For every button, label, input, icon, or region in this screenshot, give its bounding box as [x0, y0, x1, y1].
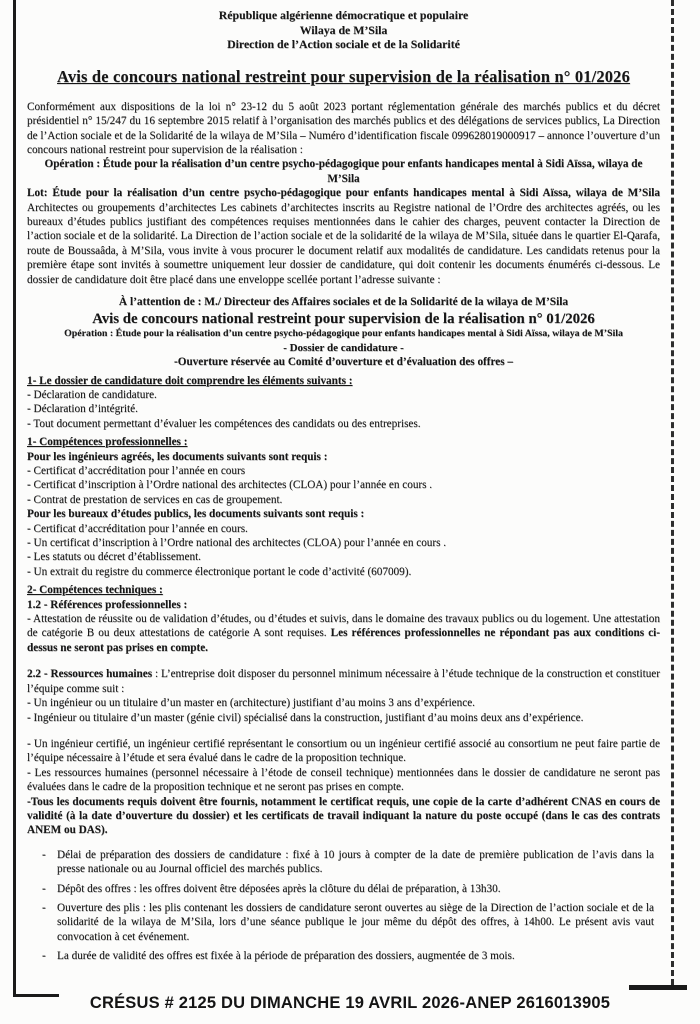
references-pro-subheading: 1.2 - Références professionnelles :: [27, 598, 188, 611]
rh-item: - Ingénieur ou titulaire d’un master (génie civil) spécialisé dans la construction, justifiant d’au moins deux ans d’expérience.: [27, 711, 584, 724]
deadline-item: - Délai de préparation des dossiers de candidature : fixé à 10 jours à compter de la date de première publication de l’avis dans la presse nationale ou au Journal officiel des marchés publics.: [42, 848, 654, 876]
bureaus-item: - Un extrait du registre du commerce électronique portant le code d’activité (607009).: [27, 565, 412, 578]
bureaus-subheading: Pour les bureaux d’études publics, les documents suivants sont requis :: [27, 508, 365, 521]
lot-body: Architectes ou groupements d’architectes Les cabinets d’architectes inscrits au Registre national de l’Ordre des architectes agréés, ou les bureaux d’études publics justifiant des compétences requises mentionnées dans le cahier des charges, peuvent contacter la Direction de l’action sociale et de la solidarité. La Direction de l’action sociale et de la solidarité de la wilaya de M’Sila, située dans le quartier El-Qarafa, route de Boussaâda, à M’Sila, vous invite à vous procurer le document relatif aux modalités de candidature. Les candidats retenus pour la première étape sont invités à soumettre uniquement leur dossier de candidature, qui doit contenir les documents énumérés ci-dessous. Le dossier de candidature doit être placé dans une enveloppe scellée portant l’adresse suivante :: [27, 201, 660, 286]
dash-bullet-marker: -: [42, 848, 46, 861]
dash-bullet-marker: -: [42, 882, 46, 895]
envelope-address-block: [27, 295, 660, 370]
ouverture-reservee-line: -Ouverture réservée au Comité d’ouverture et d’évaluation des offres –: [174, 355, 513, 368]
dossier-candidature-line: - Dossier de candidature -: [283, 341, 404, 354]
dash-bullet-marker: -: [42, 901, 46, 914]
scan-border-right-corner: [629, 985, 687, 990]
bureaus-item: - Un certificat d’inscription à l’Ordre national des architectes (CLOA) pour l’année en cours .: [27, 537, 447, 550]
dossier-item: - Déclaration d’intégrité.: [27, 403, 138, 416]
deadline-item: - Ouverture des plis : les plis contenant les dossiers de candidature seront ouvertes au siège de la Direction de l’action sociale et de la solidarité de la wilaya de M’Sila, lors d’une séance publique le jour même du dépôt des offres, à 14h00. Le présent avis vaut convocation à cet événement.: [42, 901, 654, 943]
engineers-item: - Certificat d’inscription à l’Ordre national des architectes (CLOA) pour l’année en cours .: [27, 479, 433, 492]
deadlines-list: [27, 848, 660, 964]
operation-line: Opération : Étude pour la réalisation d’un centre psycho-pédagogique pour enfants handicapes mental à Sidi Aïssa, wilaya de M’Sila: [44, 158, 643, 185]
scan-border-right-dashed-line: [671, 0, 674, 985]
attention-line: À l’attention de : M./ Directeur des Affaires sociales et de la Solidarité de la wilaya de M’Sila: [118, 296, 569, 309]
rh-bold-note: -Tous les documents requis doivent être fournis, notamment le certificat requis, une copie de la carte d’adhérent CNAS en cours de validité (à la date d’ouverture du dossier) et les certificats de travail indiquant la nature du poste occupé (dans le cas des contrats ANEM ou DAS).: [27, 795, 660, 837]
scan-border-left-line: [13, 0, 16, 997]
lot-paragraph: [27, 186, 660, 287]
ressources-humaines-intro: : L’entreprise doit disposer du personnel minimum nécessaire à l’étude technique de la construction et constituer l’équipe comme suit :: [27, 668, 660, 695]
section-dossier-heading: 1- Le dossier de candidature doit comprendre les éléments suivants :: [27, 374, 353, 387]
wilaya-header-line2: Wilaya de M’Sila: [299, 22, 388, 37]
engineers-subheading: Pour les ingénieurs agréés, les documents suivants sont requis :: [27, 450, 328, 463]
rh-note: - Les ressources humaines (personnel nécessaire à l’étode de conseil technique) mentionnées dans le dossier de candidature ne seront pas évaluées dans le cadre de la proposition technique et ne seront pas prises en compte.: [27, 766, 660, 794]
bureaus-item: - Certificat d’accréditation pour l’année en cours.: [27, 522, 248, 535]
envelope-operation-line: Opération : Étude pour la réalisation d’un centre psycho-pédagogique pour enfants handicapes mental à Sidi Aïssa, wilaya de M’Sila: [64, 328, 623, 340]
direction-header-line3: Direction de l’Action sociale et de la Solidarité: [227, 37, 460, 52]
legal-intro-paragraph: Conformément aux dispositions de la loi n° 23-12 du 5 août 2023 portant réglementation générale des marchés publics et du décret présidentiel n° 15/247 du 16 septembre 2015 relatif à l’organisation des marchés publics et des délégations de services publics, La Direction de l’Action sociale et de la Solidarité de la wilaya de M’Sila – Numéro d’identification fiscale 099628019000917 – annonce l’ouverture d’un concours national restreint pour supervision de la réalisation :: [27, 100, 660, 156]
references-text: - Attestation de réussite ou de validation d’études, ou d’études et suivis, dans le domaine des travaux publics ou du logement. Une attestation de catégorie B ou deux attestations de catégorie A sont requises.: [27, 613, 660, 640]
dossier-item: - Tout document permettant d’évaluer les compétences des candidats ou des entreprises.: [27, 417, 421, 430]
rh-note: - Un ingénieur certifié, un ingénieur certifié représentant le consortium ou un ingénieur certifié associé au consortium ne peut faire partie de l’équipe nécessaire à l’étude et sera évalué dans le cadre de la proposition technique.: [27, 737, 660, 765]
engineers-item: - Certificat d’accréditation pour l’année en cours: [27, 465, 246, 477]
dash-bullet-marker: -: [42, 950, 46, 963]
references-bold-warning: Les références professionnelles ne répondant pas aux conditions ci-dessus ne seront pas prises en compte.: [27, 627, 660, 654]
ressources-humaines-paragraph: [27, 667, 660, 696]
lot-label: Lot: Étude pour la réalisation d’un centre psycho-pédagogique pour enfants handicapes mental à Sidi Aïssa, wilaya de M’Sila: [27, 187, 660, 200]
bureaus-item: - Les statuts ou décret d’établissement.: [27, 551, 201, 564]
deadline-item: - Dépôt des offres : les offres doivent être déposées après la clôture du délai de préparation, à 13h30.: [42, 882, 501, 895]
publication-footer: [0, 994, 700, 1013]
footer-text: CRÉSUS # 2125 DU DIMANCHE 19 AVRIL 2026-ANEP 2616013905: [89, 994, 611, 1012]
notice-main-title: Avis de concours national restreint pour supervision de la réalisation n° 01/2026: [57, 66, 630, 86]
references-paragraph: [27, 612, 660, 655]
deadline-item: - La durée de validité des offres est fixée à la période de préparation des dossiers, augmentée de 3 mois.: [42, 950, 515, 963]
dossier-item: - Déclaration de candidature.: [27, 388, 157, 401]
rh-item: - Un ingénieur ou un titulaire d’un master en (architecture) justifiant d’au moins 3 ans d’expérience.: [27, 697, 475, 710]
document-body: [27, 8, 660, 964]
ressources-humaines-label: 2.2 - Ressources humaines: [27, 668, 153, 681]
section-competences-tech-heading: 2- Compétences techniques :: [27, 584, 163, 597]
engineers-item: - Contrat de prestation de services en cas de groupement.: [27, 493, 283, 506]
envelope-notice-title: Avis de concours national restreint pour supervision de la réalisation n° 01/2026: [92, 311, 595, 328]
section-competences-pro-heading: 1- Compétences professionnelles :: [27, 436, 188, 449]
republic-header-line1: République algérienne démocratique et populaire: [218, 8, 469, 22]
